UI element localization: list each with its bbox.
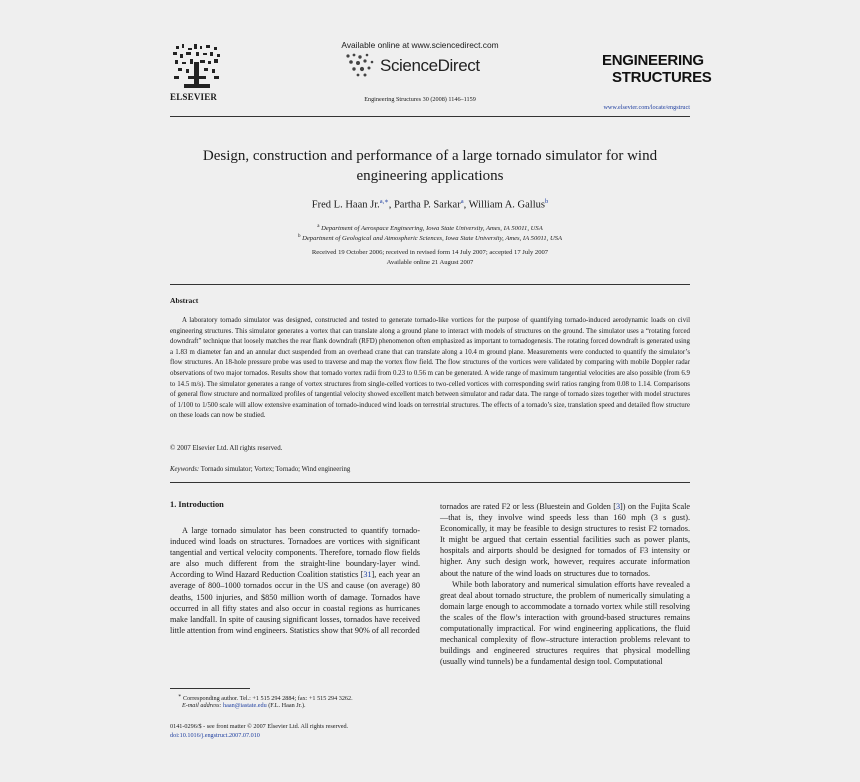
affiliation-b — [170, 232, 690, 243]
keywords-text: Tornado simulator; Vortex; Tornado; Wind engineering — [200, 466, 351, 473]
email-name: (F.L. Haan Jr.). — [268, 702, 306, 709]
keywords-label: Keywords: — [170, 466, 200, 473]
keywords-line — [170, 466, 350, 473]
body-column-left — [170, 525, 420, 636]
footnote-email — [182, 702, 442, 710]
doi-link[interactable]: doi:10.1016/j.engstruct.2007.07.010 — [170, 732, 260, 739]
sciencedirect-dots-icon — [344, 52, 378, 78]
footnote-divider — [170, 688, 250, 689]
journal-logo-line2: STRUCTURES — [612, 69, 712, 86]
paper-title — [150, 146, 710, 186]
sciencedirect-logo — [344, 52, 494, 80]
email-label: E-mail address: — [182, 702, 222, 709]
author-list — [170, 197, 690, 211]
abstract-text: A laboratory tornado simulator was designed, constructed and tested to generate tornado-like vortices for the purpose of quantifying tornado-induced aerodynamic loads on civil engineering structures. This simulator generates a vortex that can translate along a ground plane to interact with models of structures on the ground. The simulator uses a “rotating forced downdraft” technique that loosely matches the rear flank downdraft (RFD) phenomenon often emphasized as important to tornadogenesis. The rotating forced downdraft is generated using a 1.83 m diameter fan and an annular duct suspended from an overhead crane that can translate along a 10.4 m ground plane. Measurements were conducted to quantify the simulator’s flow structures. An 18-hole pressure probe was used to traverse and map the vortex flow field. The flow structures of the vortices were validated by comparing with mobile Doppler radar observations of two major tornados. Results show that tornado vortex radii from 0.23 to 0.56 m can be generated. A wide range of maximum tangential velocities are also possible (from 6.9 to 14.5 m/s). The simulator generates a range of vortex structures from single-celled vortices to two-celled vortices with corresponding swirl ratios ranging from 0.08 to 1.14. Comparisons of general flow structure and normalized profiles of tangential velocity showed excellent match between simulator and radar data. The range of tornado sizes together with model structures of 1/100 to 1/500 scale will allow extensive examination of tornado-induced wind loads on terrestrial structures. The effects of a tornado’s size, translation speed and detailed flow structure on these loads can now be studied. — [170, 317, 690, 420]
paper-title-line2: engineering applications — [356, 168, 504, 184]
sciencedirect-wordmark: ScienceDirect — [380, 56, 480, 75]
author-sep: , — [388, 199, 394, 211]
elsevier-wordmark: ELSEVIER — [170, 92, 218, 102]
author-gallus: William A. Gallus — [468, 199, 545, 211]
available-online-text: Available online at www.sciencedirect.com — [341, 40, 499, 50]
body-column-right — [440, 501, 690, 667]
affiliation-a-sup: a — [317, 224, 320, 229]
affiliation-b-sup: b — [297, 234, 301, 239]
intro-paragraph-1: A large tornado simulator has been constructed to quantify tornado-induced wind loads on structures. Tornadoes are vortices with significant tangential and vertical velocity components. Therefore, tornado flow fields are also much different from the straight-line boundary-layer wind. According to Wind Hazard Reduction Coalition statistics [31], each year an average of 800–1000 tornados occur in the US and cause (on average) 80 deaths, 1500 injuries, and $850 million worth of damage. Tornados have occurred in all fifty states and also occur in coastal regions as hurricanes make landfall. In spite of causing significant losses, tornados have received little attention from wind engineers. Statistics show that 90% of all recorded — [170, 526, 420, 635]
affiliation-a-text: Department of Aerospace Engineering, Iowa State University, Ames, IA 50011, USA — [321, 225, 543, 233]
affiliation-b-text: Department of Geological and Atmospheric Sciences, Iowa State University, Ames, IA 50011, USA — [302, 235, 563, 243]
issn-line: 0141-0296/$ - see front matter © 2007 Elsevier Ltd. All rights reserved. — [170, 723, 349, 730]
header-divider — [170, 116, 690, 117]
received-dates: Received 19 October 2006; received in revised form 14 July 2007; accepted 17 July 2007 — [311, 249, 549, 256]
journal-logo-line1: ENGINEERING — [602, 52, 704, 69]
intro-paragraph-3: While both laboratory and numerical simulation efforts have revealed a great deal about tornado structure, the problem of numerically simulating a domain large enough to accommodate a tornado vortex while still resolving the scales of the flow’s interaction with ground-based structures remains computationally impractical. For wind engineering applications, the fluid mechanical complexity of flow–structure interaction problems relevant to buildings and engineered structures requires that physical modelling (usually wind tunnels) be a fundamental design tool. Computational — [440, 579, 690, 667]
citation-link-3[interactable]: 3 — [615, 502, 621, 511]
abstract-bottom-divider — [170, 482, 690, 483]
elsevier-logo — [170, 42, 224, 104]
author-sarkar: Partha P. Sarkar — [393, 199, 461, 211]
intro-paragraph-2: tornados are rated F2 or less (Bluestein and Golden [3]) on the Fujita Scale—that is, they involve wind speeds less than 160 mph (3 s gust). Economically, it may be feasible to design structures to resist F2 tornados. It might be argued that certain essential facilities such as power plants, hospitals and airports should be designed for tornados of F3 intensity or higher. Any such design work, however, requires accurate information about the nature of the wind loads on structures due to tornados. — [440, 502, 691, 578]
citation-link-31[interactable]: 31 — [363, 570, 372, 580]
paper-title-line1: Design, construction and performance of a large tornado simulator for wind — [202, 148, 658, 164]
author-haan-sup[interactable]: a,∗ — [379, 198, 389, 205]
abstract-copyright: © 2007 Elsevier Ltd. All rights reserved. — [170, 445, 283, 452]
author-haan: Fred L. Haan Jr. — [311, 199, 380, 211]
email-link[interactable]: haan@iastate.edu — [223, 702, 267, 709]
section-heading-introduction: 1. Introduction — [170, 500, 224, 509]
author-gallus-sup[interactable]: b — [544, 198, 549, 205]
abstract-top-divider — [170, 284, 690, 285]
author-sarkar-sup[interactable]: a — [460, 198, 464, 205]
online-date: Available online 21 August 2007 — [386, 259, 474, 266]
author-sep: , — [463, 199, 469, 211]
elsevier-tree-icon — [170, 42, 224, 92]
journal-citation: Engineering Structures 30 (2008) 1146–1159 — [364, 96, 476, 103]
abstract-heading: Abstract — [170, 296, 199, 305]
footnote-star: ∗ — [178, 694, 182, 699]
journal-url-link[interactable]: www.elsevier.com/locate/engstruct — [603, 104, 690, 111]
journal-logo — [598, 44, 712, 94]
footnote-corresponding-text: Corresponding author. Tel.: +1 515 294 2884; fax: +1 515 294 3262. — [182, 695, 353, 703]
